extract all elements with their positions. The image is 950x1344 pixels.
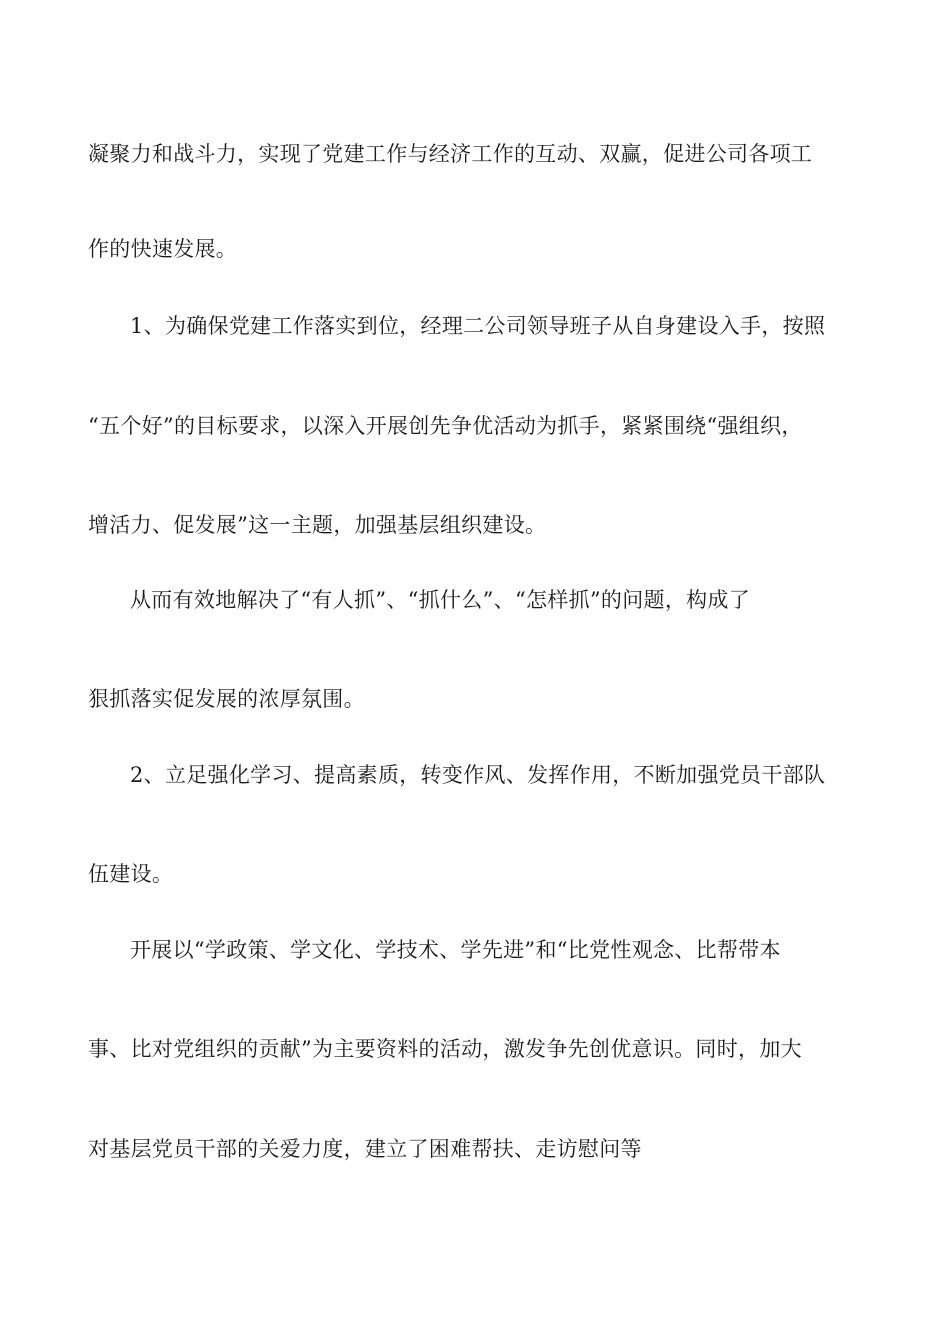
paragraph-line: 凝聚力和战斗力，实现了党建工作与经济工作的互动、双赢，促进公司各项工 [88, 142, 813, 166]
paragraph-line: 2、立足强化学习、提高素质，转变作风、发挥作用，不断加强党员干部队 [130, 763, 826, 787]
paragraph-line: 开展以“学政策、学文化、学技术、学先进”和“比党性观念、比帮带本 [130, 938, 781, 962]
paragraph-line: 从而有效地解决了“有人抓”、“抓什么”、“怎样抓”的问题，构成了 [130, 588, 751, 612]
paragraph-line: 增活力、促发展”这一主题，加强基层组织建设。 [88, 513, 547, 537]
paragraph-line: 作的快速发展。 [88, 237, 238, 261]
paragraph-line: 1、为确保党建工作落实到位，经理二公司领导班子从自身建设入手，按照 [130, 314, 826, 338]
paragraph-line: 事、比对党组织的贡献”为主要资料的活动，激发争先创优意识。同时，加大 [88, 1037, 802, 1061]
paragraph-line: “五个好”的目标要求，以深入开展创先争优活动为抓手，紧紧围绕“强组织， [88, 414, 803, 438]
paragraph-line: 狠抓落实促发展的浓厚氛围。 [88, 687, 365, 711]
paragraph-line: 对基层党员干部的关爱力度，建立了困难帮扶、走访慰问等 [88, 1137, 642, 1161]
paragraph-line: 伍建设。 [88, 862, 174, 886]
